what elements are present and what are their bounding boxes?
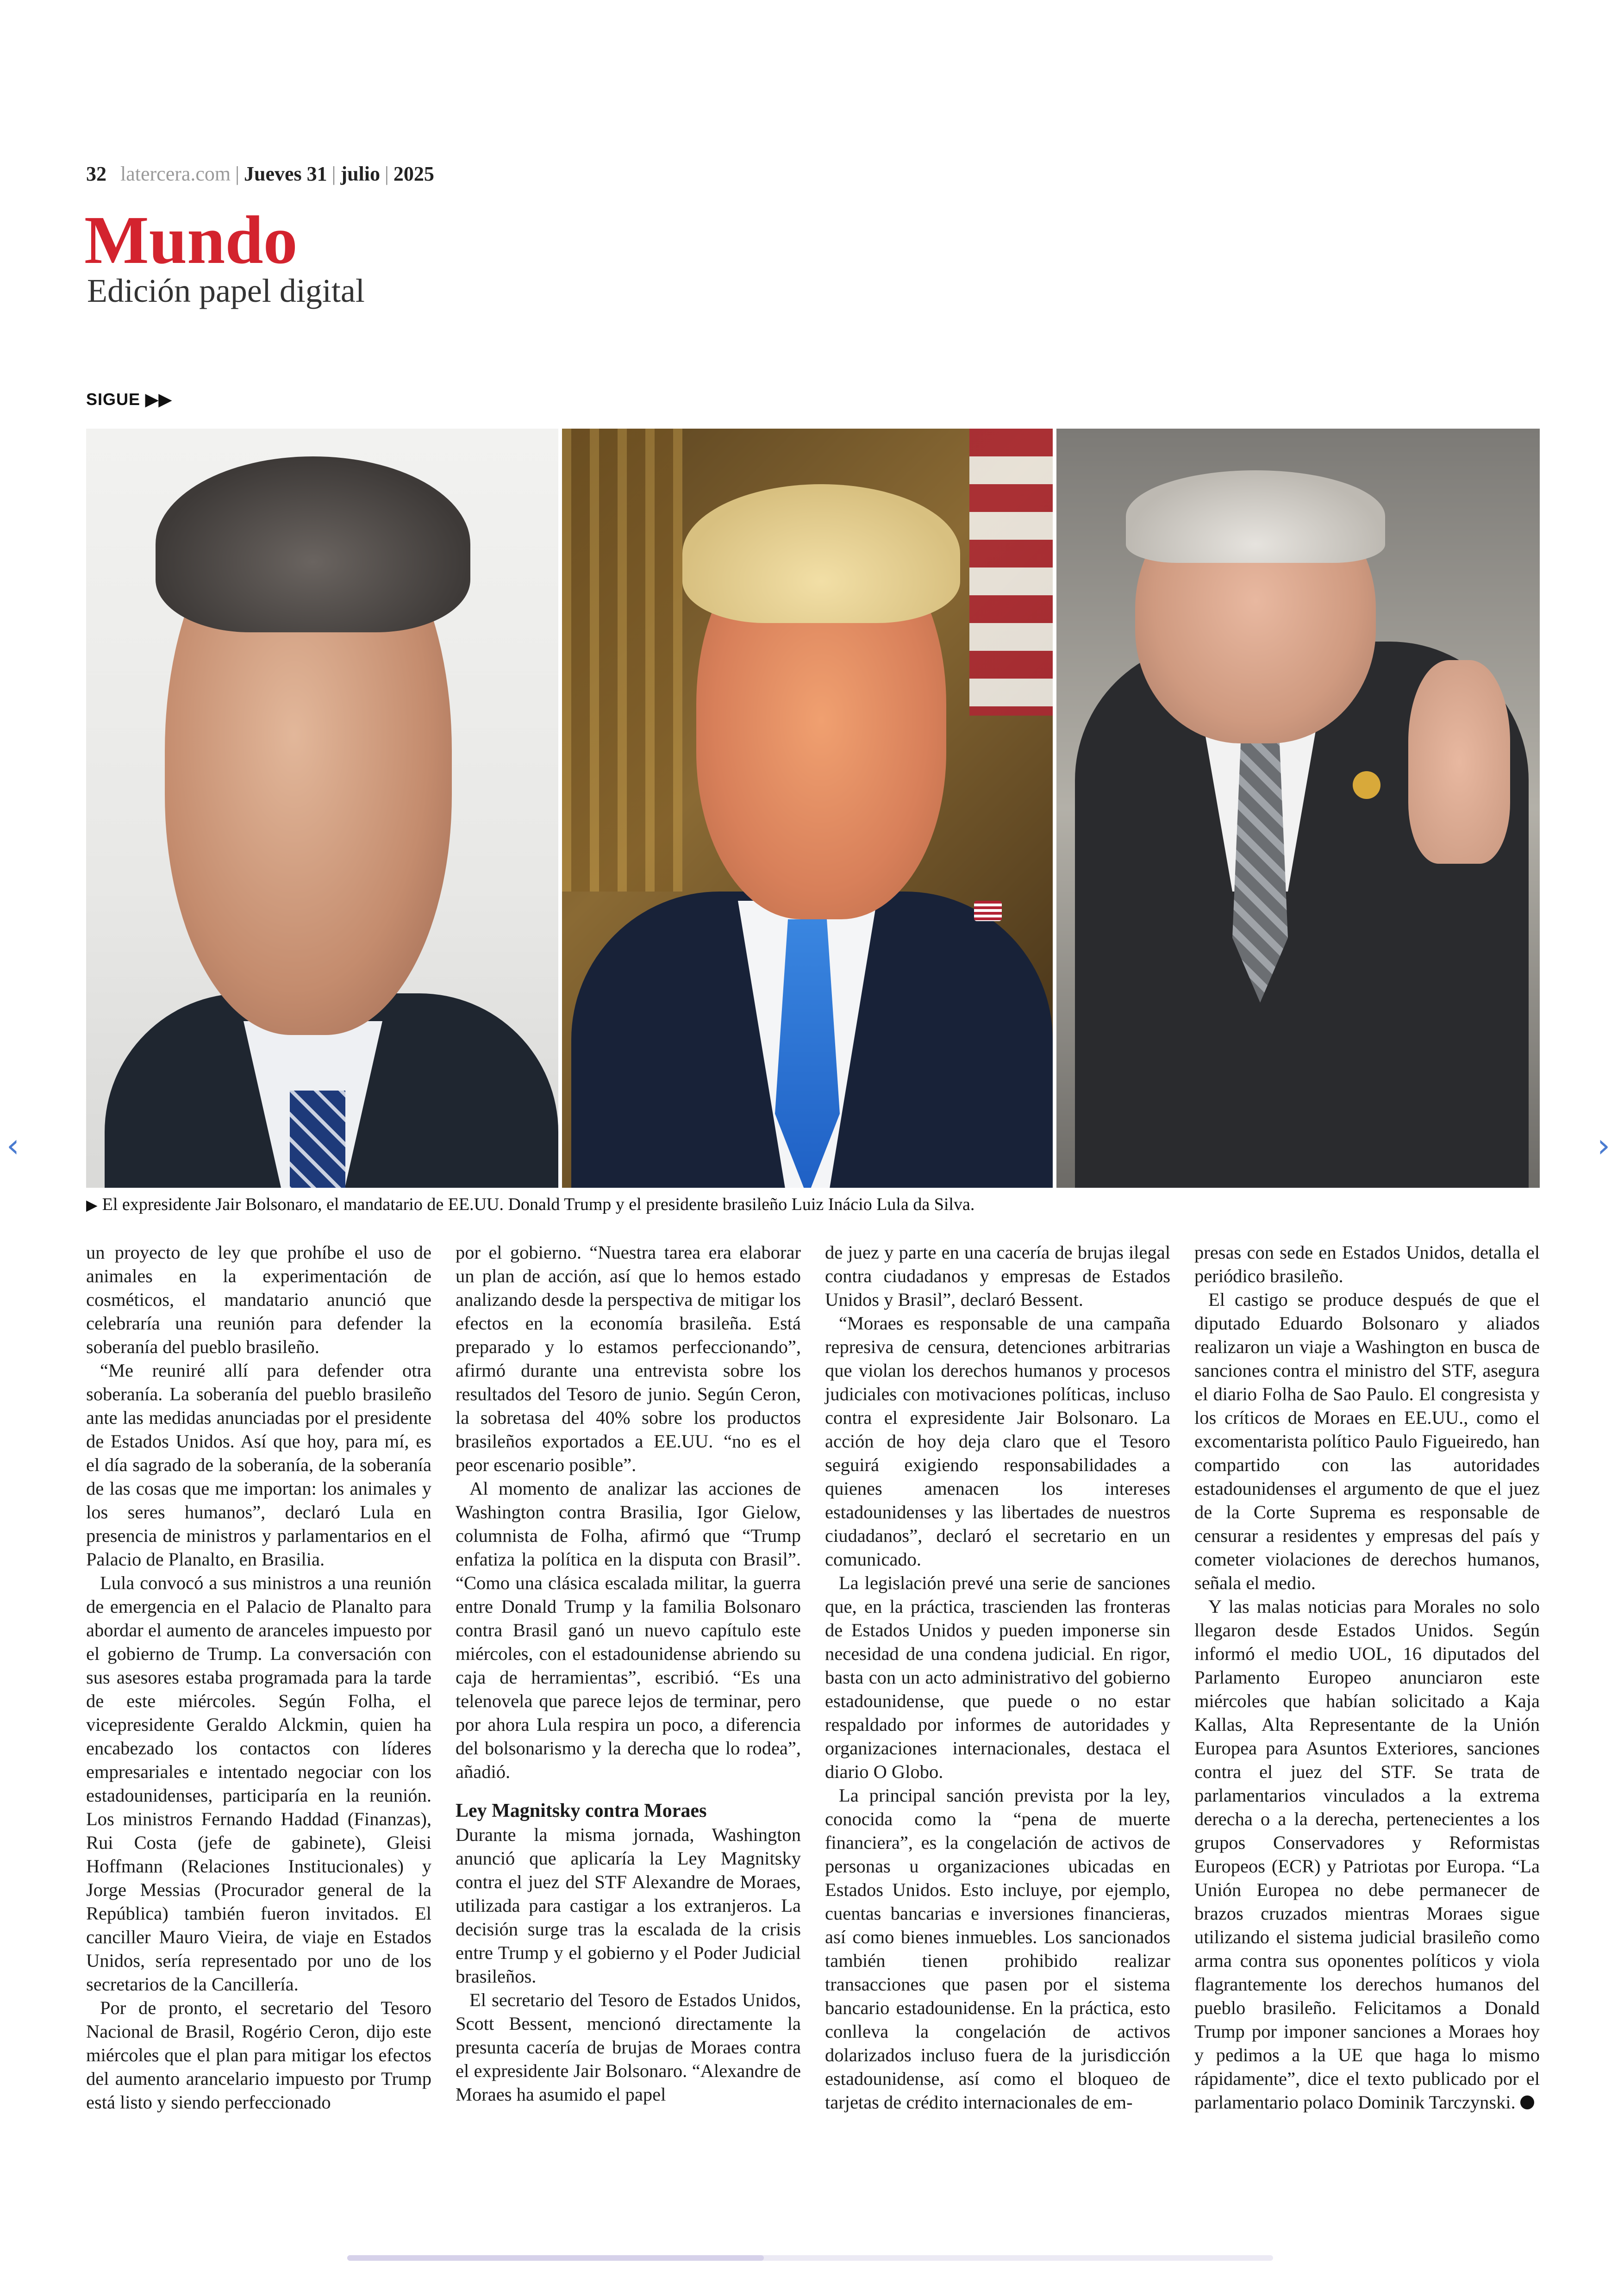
paragraph: Al momento de analizar las acciones de Washington contra Brasilia, Igor Gielow, columnista de Folha, afirmó que “Trump enfatiza la política en la disputa con Brasil”. “Como una clásica escalada militar, la guerra entre Donald Trump y la familia Bolsonaro contra Brasil ganó un nuevo capítulo este miércoles, con el estadounidense abriendo su caja de herramientas”, escribió. “Es una telenovela que parece lejos de terminar, pero por ahora Lula respira un poco, a diferencia del bolsonarismo y la derecha que lo rodea”, añadió. xyxy=(456,1478,801,1782)
continue-label: SIGUE ▶▶ xyxy=(86,390,172,409)
subheading: Ley Magnitsky contra Moraes xyxy=(456,1800,707,1821)
paragraph: presas con sede en Estados Unidos, detalla el periódico brasileño. xyxy=(1194,1242,1540,1286)
site-name: latercera.com xyxy=(120,162,231,185)
paragraph: un proyecto de ley que prohíbe el uso de animales en la experimentación de cosméticos, el mandatario anunció que celebraría una reunión para defender la soberanía del pueblo brasileño. xyxy=(86,1242,431,1357)
end-of-article-mark xyxy=(1520,2095,1534,2109)
section-subtitle: Edición papel digital xyxy=(87,272,365,309)
article-body xyxy=(86,1241,1540,2114)
lula-da-silva-photo xyxy=(1056,429,1540,1188)
previous-page-arrow-icon[interactable]: ‹ xyxy=(6,1127,19,1165)
caption-triangle-icon: ▶ xyxy=(86,1196,98,1214)
paragraph: El secretario del Tesoro de Estados Unidos, Scott Bessent, mencionó directamente la presunta cacería de brujas de Moraes contra el expresidente Jair Bolsonaro. “Alexandre de Moraes ha asumido el papel xyxy=(456,1989,801,2105)
header-month: julio xyxy=(340,162,381,185)
scroll-progress-bar[interactable] xyxy=(347,2255,1273,2261)
photo-caption: ▶ El expresidente Jair Bolsonaro, el mandatario de EE.UU. Donald Trump y el presidente brasileño Luiz Inácio Lula da Silva. xyxy=(86,1195,975,1214)
article-column-3 xyxy=(825,1241,1170,2114)
section-title: Mundo xyxy=(84,202,298,278)
page-header: 32 latercera.com | Jueves 31 | julio | 2025 xyxy=(86,162,434,185)
paragraph: “Me reuniré allí para defender otra soberanía. La soberanía del pueblo brasileño ante las medidas anunciadas por el presidente de Estados Unidos. Así que hoy, para mí, es el día sagrado de la soberanía, de la soberanía de las cosas que me importan: los animales y los seres humanos”, declaró Lula en presencia de ministros y parlamentarios en el Palacio de Planalto, en Brasilia. xyxy=(86,1360,431,1570)
scroll-progress-fill xyxy=(347,2255,764,2261)
paragraph: Por de pronto, el secretario del Tesoro Nacional de Brasil, Rogério Ceron, dijo este miércoles que el plan para mitigar los efectos del aumento arancelario impuesto por Trump está listo y siendo perfeccionado xyxy=(86,1997,431,2113)
paragraph: por el gobierno. “Nuestra tarea era elaborar un plan de acción, así que lo hemos estado analizando desde la perspectiva de mitigar los efectos en la economía brasileña. Está preparado y lo estamos perfeccionando”, afirmó durante una entrevista sobre los resultados del Tesoro de junio. Según Ceron, la sobretasa del 40% sobre los productos brasileños exportados a EE.UU. “no es el peor escenario posible”. xyxy=(456,1242,801,1475)
paragraph: El castigo se produce después de que el diputado Eduardo Bolsonaro y aliados realizaron un viaje a Washington en busca de sanciones contra el ministro del STF, asegura el diario Folha de Sao Paulo. El congresista y los críticos de Moraes en EE.UU., como el excomentarista político Paulo Figueiredo, han compartido con las autoridades estadounidenses el argumento de que el juez de la Corte Suprema es responsable de censurar a residentes y empresas del país y cometer violaciones de derechos humanos, señala el medio. xyxy=(1194,1289,1540,1593)
paragraph: Y las malas noticias para Morales no solo llegaron desde Estados Unidos. Según informó el medio UOL, 16 diputados del Parlamento Europeo anunciaron este miércoles que habían solicitado a Kaja Kallas, Alta Representante de la Unión Europea para Asuntos Exteriores, sanciones contra el juez del STF. Se trata de parlamentarios vinculados a la extrema derecha o a la derecha, pertenecientes a los grupos Conservadores y Reformistas Europeos (ECR) y Patriotas por Europa. “La Unión Europea no debe permanecer de brazos cruzados mientras Moraes sigue utilizando el sistema judicial brasileño como arma contra sus oponentes políticos y viola flagrantemente los derechos humanos del pueblo brasileño. Felicitamos a Donald Trump por imponer sanciones a Moraes hoy y pedimos a la UE que haga lo mismo rápidamente”, dice el texto publicado por el parlamentario polaco Dominik Tarczynski. xyxy=(1194,1596,1540,2113)
page-number: 32 xyxy=(86,162,106,185)
paragraph: “Moraes es responsable de una campaña represiva de censura, detenciones arbitrarias que violan los derechos humanos y procesos judiciales con motivaciones políticas, incluso contra el expresidente Jair Bolsonaro. La acción de hoy deja claro que el Tesoro seguirá exigiendo responsabilidades a quienes amenacen los intereses estadounidenses y las libertades de nuestros ciudadanos”, declaró el secretario en un comunicado. xyxy=(825,1313,1170,1570)
photo-strip xyxy=(86,429,1540,1188)
header-day: Jueves 31 xyxy=(244,162,327,185)
jair-bolsonaro-photo xyxy=(86,429,558,1188)
next-page-arrow-icon[interactable]: › xyxy=(1597,1127,1610,1165)
header-year: 2025 xyxy=(393,162,434,185)
donald-trump-photo xyxy=(562,429,1053,1188)
article-column-1 xyxy=(86,1241,431,2114)
paragraph: de juez y parte en una cacería de brujas ilegal contra ciudadanos y empresas de Estados Unidos y Brasil”, declaró Bessent. xyxy=(825,1242,1170,1310)
article-column-2 xyxy=(456,1241,801,2114)
double-arrow-icon: ▶▶ xyxy=(145,390,172,409)
paragraph: Lula convocó a sus ministros a una reunión de emergencia en el Palacio de Planalto para abordar el aumento de aranceles impuesto por el gobierno de Trump. La conversación con sus asesores estaba programada para la tarde de este miércoles. Según Folha, el vicepresidente Geraldo Alckmin, quien ha encabezado los contactos con líderes empresariales e intentado negociar con los estadounidenses, participaría en la reunión. Los ministros Fernando Haddad (Finanzas), Rui Costa (jefe de gabinete), Gleisi Hoffmann (Relaciones Institucionales) y Jorge Messias (Procurador general de la República) también fueron invitados. El canciller Mauro Vieira, de viaje en Estados Unidos, sería representado por uno de los secretarios de la Cancillería. xyxy=(86,1572,431,1995)
paragraph: La principal sanción prevista por la ley, conocida como la “pena de muerte financiera”, es la congelación de activos de personas u organizaciones ubicadas en Estados Unidos. Esto incluye, por ejemplo, cuentas bancarias e inversiones financieras, así como bienes inmuebles. Los sancionados también tienen prohibido realizar transacciones que pasen por el sistema bancario estadounidense. En la práctica, esto conlleva la congelación de activos dolarizados incluso fuera de la jurisdicción estadounidense, así como el bloqueo de tarjetas de crédito internacionales de em- xyxy=(825,1785,1170,2113)
article-column-4 xyxy=(1194,1241,1540,2114)
paragraph: Durante la misma jornada, Washington anunció que aplicaría la Ley Magnitsky contra el juez del STF Alexandre de Moraes, utilizada para castigar a los extranjeros. La decisión surge tras la escalada de la crisis entre Trump y el gobierno y el Poder Judicial brasileños. xyxy=(456,1824,801,1987)
paragraph: La legislación prevé una serie de sanciones que, en la práctica, trascienden las fronteras de Estados Unidos y pueden imponerse sin necesidad de una condena judicial. En rigor, basta con un acto administrativo del gobierno estadounidense, que puede o no estar respaldado por informes de autoridades y organizaciones internacionales, destaca el diario O Globo. xyxy=(825,1572,1170,1782)
